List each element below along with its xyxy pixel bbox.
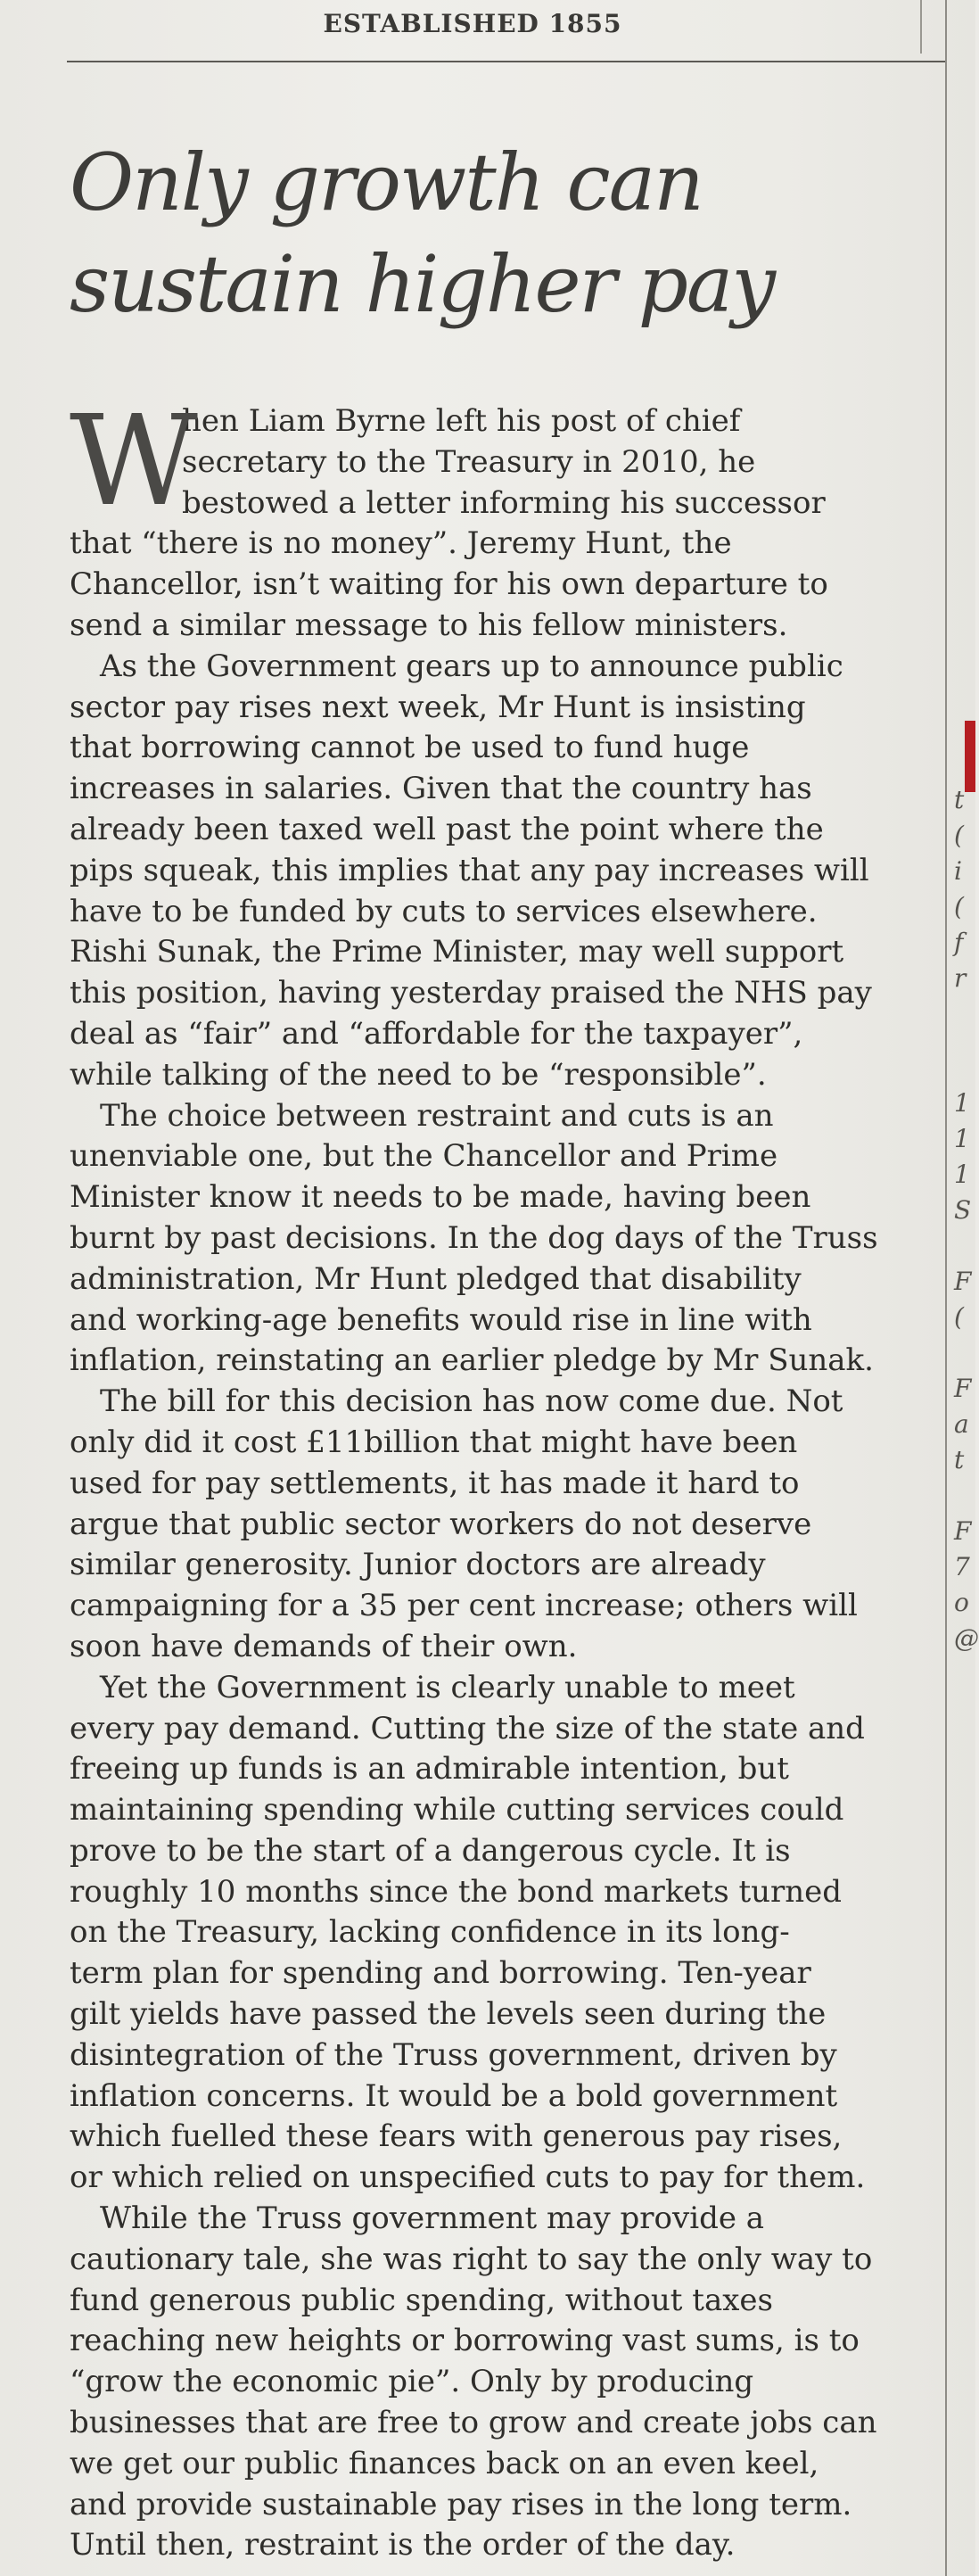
text-line: while talking of the need to be “responsible”. [70,1056,767,1093]
text-line: only did it cost £11billion that might have been [70,1424,798,1460]
text-line: freeing up funds is an admirable intention, but [70,1751,789,1788]
text-line: and working-age benefits would rise in line with [70,1301,812,1338]
text-line: every pay demand. Cutting the size of the state and [70,1710,865,1746]
text-line: campaigning for a 35 per cent increase; others will [70,1588,858,1624]
text-line: and provide sustainable pay rises in the long term. [70,2486,852,2522]
text-line: already been taxed well past the point where the [70,811,824,847]
text-line: burnt by past decisions. In the dog days of the Truss [70,1219,878,1256]
adjacent-column-letter: ( [954,892,964,921]
text-line: The choice between restraint and cuts is an [100,1097,774,1134]
drop-cap: W [70,389,198,534]
adjacent-column-letter: r [954,963,967,993]
text-line: unenviable one, but the Chancellor and Prime [70,1138,778,1175]
adjacent-column-letter: @ [954,1623,979,1653]
text-line: deal as “fair” and “affordable for the taxpayer”, [70,1015,803,1052]
masthead: ESTABLISHED 1855 [323,9,622,38]
headline-line-2: sustain higher pay [70,238,775,330]
article-paragraph [70,1096,926,1383]
text-line: Until then, restraint is the order of the day. [70,2527,736,2564]
adjacent-column-letter: a [954,1409,969,1439]
column-rule [945,0,947,2576]
text-line: Minister know it needs to be made, having been [70,1179,811,1216]
text-line: maintaining spending while cutting services could [70,1792,844,1829]
text-line: which fuelled these fears with generous pay rises, [70,2118,843,2155]
article-body [70,389,926,2566]
adjacent-column-letter: ( [954,821,964,850]
text-line: secretary to the Treasury in 2010, he [182,443,756,480]
adjacent-column-letter: f [954,928,964,957]
text-line: similar generosity. Junior doctors are already [70,1547,766,1583]
adjacent-column-red-tab [965,721,975,792]
text-line: pips squeak, this implies that any pay increases will [70,852,869,888]
text-line: bestowed a letter informing his successor [182,484,826,521]
text-line: Chancellor, isn’t waiting for his own departure to [70,566,828,603]
text-line: soon have demands of their own. [70,1628,578,1664]
text-line: that “there is no money”. Jeremy Hunt, the [70,525,732,562]
masthead-rule [67,61,945,62]
adjacent-column-letter: o [954,1588,969,1617]
adjacent-column-letter: S [954,1195,972,1225]
text-line: sector pay rises next week, Mr Hunt is insisting [70,689,806,725]
text-line: roughly 10 months since the bond markets turned [70,1873,843,1910]
adjacent-column-letter: ( [954,1302,964,1332]
article-paragraph [70,647,926,1096]
text-line: prove to be the start of a dangerous cycle. It is [70,1832,791,1869]
text-line: argue that public sector workers do not deserve [70,1506,812,1542]
adjacent-column-letter: F [954,1374,972,1403]
article-paragraph [70,2199,926,2566]
article-paragraph [70,1382,926,1668]
text-line: inflation concerns. It would be a bold government [70,2077,838,2114]
text-line: send a similar message to his fellow ministers. [70,607,788,643]
text-line: have to be funded by cuts to services elsewhere. [70,893,818,929]
text-line: term plan for spending and borrowing. Ten-year [70,1955,811,1992]
text-line: “grow the economic pie”. Only by producing [70,2364,754,2400]
adjacent-column-letter: 1 [954,1124,970,1153]
text-line: inflation, reinstating an earlier pledge by Mr Sunak. [70,1342,874,1379]
text-line: on the Treasury, lacking confidence in its long- [70,1914,790,1951]
text-line: or which relied on unspecified cuts to pay for them. [70,2159,866,2196]
text-line: gilt yields have passed the levels seen during the [70,1996,827,2033]
text-line: used for pay settlements, it has made it hard to [70,1465,800,1501]
text-line: hen Liam Byrne left his post of chief [182,403,741,439]
headline [70,132,926,335]
text-line: Rishi Sunak, the Prime Minister, may well support [70,934,844,970]
text-line: businesses that are free to grow and create jobs can [70,2405,877,2441]
headline-line-1: Only growth can [70,136,703,228]
adjacent-column-letter: t [954,785,965,814]
adjacent-column-letter: i [954,856,962,886]
text-line: increases in salaries. Given that the country has [70,771,812,807]
text-line: cautionary tale, she was right to say the only way to [70,2241,873,2277]
adjacent-column-letter: F [954,1516,972,1546]
adjacent-column-letter: 7 [954,1552,970,1581]
article-paragraph [70,1668,926,2199]
text-line: While the Truss government may provide a [100,2200,765,2237]
text-line: disintegration of the Truss government, driven by [70,2036,837,2073]
text-line: this position, having yesterday praised the NHS pay [70,975,872,1011]
text-line: that borrowing cannot be used to fund huge [70,730,750,766]
adjacent-column-letter: t [954,1445,965,1474]
adjacent-column-letter: 1 [954,1088,970,1118]
text-line: fund generous public spending, without taxes [70,2282,773,2318]
text-line: we get our public finances back on an even keel, [70,2445,819,2481]
text-line: As the Government gears up to announce public [100,648,843,684]
text-line: Yet the Government is clearly unable to meet [100,1669,795,1705]
adjacent-column-letter: F [954,1267,972,1296]
adjacent-column-letter: 1 [954,1160,970,1189]
text-line: administration, Mr Hunt pledged that disability [70,1260,802,1297]
article-paragraph [70,389,926,647]
text-line: The bill for this decision has now come due. Not [100,1383,843,1420]
text-line: reaching new heights or borrowing vast sums, is to [70,2323,860,2359]
